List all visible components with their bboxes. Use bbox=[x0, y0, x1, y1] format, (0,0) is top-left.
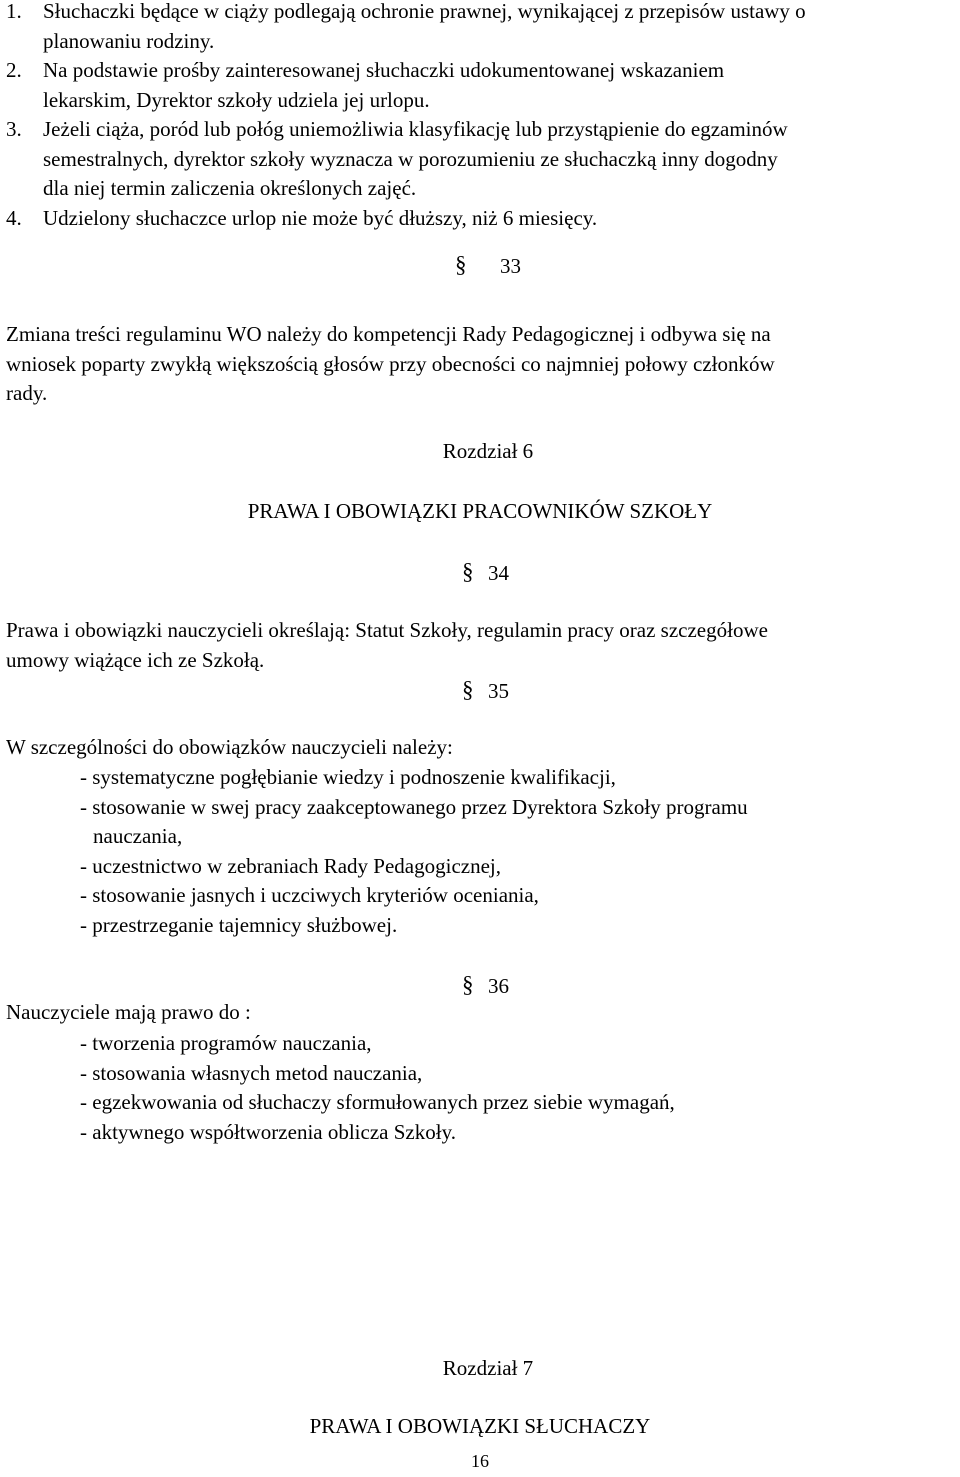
paragraph-line: wniosek poparty zwykłą większością głosów przy obecności co najmniej połowy członków bbox=[6, 351, 775, 376]
list-item: - przestrzeganie tajemnicy służbowej. bbox=[80, 912, 398, 937]
paragraph-33 bbox=[6, 320, 956, 409]
list-item bbox=[6, 56, 956, 115]
chapter-heading-6: PRAWA I OBOWIĄZKI PRACOWNIKÓW SZKOŁY bbox=[247, 499, 713, 523]
page-number: 16 bbox=[471, 1451, 489, 1471]
section-sign: § bbox=[462, 972, 474, 997]
chapter-heading-7: PRAWA I OBOWIĄZKI SŁUCHACZY bbox=[309, 1414, 651, 1438]
item-text: Słuchaczki będące w ciąży podlegają ochronie prawnej, wynikającej z przepisów ustawy o bbox=[43, 0, 806, 23]
list-item bbox=[6, 204, 956, 234]
item-text: planowaniu rodziny. bbox=[43, 28, 215, 53]
item-text: lekarskim, Dyrektor szkoły udziela jej urlopu. bbox=[43, 87, 430, 112]
item-number: 3. bbox=[6, 117, 22, 141]
paragraph-36-intro: Nauczyciele mają prawo do : bbox=[6, 1000, 251, 1024]
paragraph-line: umowy wiążące ich ze Szkołą. bbox=[6, 647, 265, 672]
list-item: - aktywnego współtworzenia oblicza Szkoły. bbox=[80, 1119, 456, 1144]
section-number: 35 bbox=[488, 679, 509, 703]
item-number: 4. bbox=[6, 205, 22, 230]
section-sign: § bbox=[462, 677, 474, 702]
list-item: - egzekwowania od słuchaczy sformułowanych przez siebie wymagań, bbox=[80, 1090, 675, 1114]
item-text: Jeżeli ciąża, poród lub połóg uniemożliwia klasyfikację lub przystąpienie do egzaminów bbox=[43, 117, 788, 141]
item-text: Udzielony słuchaczce urlop nie może być dłuższy, niż 6 miesięcy. bbox=[43, 205, 598, 230]
list-item: - uczestnictwo w zebraniach Rady Pedagogicznej, bbox=[80, 853, 501, 878]
item-text: Na podstawie prośby zainteresowanej słuchaczki udokumentowanej wskazaniem bbox=[43, 58, 725, 82]
rights-list bbox=[80, 1029, 950, 1147]
chapter-title-7: Rozdział 7 bbox=[442, 1356, 534, 1380]
paragraph-line: rady. bbox=[6, 381, 48, 405]
numbered-list bbox=[6, 0, 956, 233]
paragraph-line: Prawa i obowiązki nauczycieli określają: Statut Szkoły, regulamin pracy oraz szczegółowe bbox=[6, 618, 768, 642]
section-number: 36 bbox=[488, 974, 509, 998]
item-number: 1. bbox=[6, 0, 22, 23]
list-item-continuation: nauczania, bbox=[93, 824, 183, 848]
item-text: dla niej termin zaliczenia określonych zajęć. bbox=[43, 176, 417, 200]
list-item bbox=[6, 115, 956, 204]
list-item: - tworzenia programów nauczania, bbox=[80, 1031, 372, 1055]
list-item: - stosowanie w swej pracy zaakceptowanego przez Dyrektora Szkoły programu bbox=[80, 794, 748, 819]
paragraph-line: Zmiana treści regulaminu WO należy do kompetencji Rady Pedagogicznej i odbywa się na bbox=[6, 322, 771, 346]
duties-list bbox=[80, 763, 950, 940]
section-sign: § bbox=[462, 559, 474, 584]
item-text: semestralnych, dyrektor szkoły wyznacza w porozumieniu ze słuchaczką inny dogodny bbox=[43, 146, 778, 171]
list-item: - systematyczne pogłębianie wiedzy i podnoszenie kwalifikacji, bbox=[80, 765, 616, 789]
paragraph-35-intro: W szczególności do obowiązków nauczycieli należy: bbox=[6, 735, 453, 759]
item-number: 2. bbox=[6, 58, 22, 82]
section-sign: § bbox=[455, 252, 467, 277]
paragraph-34 bbox=[6, 616, 956, 675]
section-number: 34 bbox=[488, 561, 509, 585]
list-item: - stosowanie jasnych i uczciwych kryteriów oceniania, bbox=[80, 883, 539, 907]
chapter-title-6: Rozdział 6 bbox=[442, 439, 534, 463]
list-item: - stosowania własnych metod nauczania, bbox=[80, 1060, 423, 1085]
section-number: 33 bbox=[500, 254, 521, 278]
list-item bbox=[6, 0, 956, 56]
